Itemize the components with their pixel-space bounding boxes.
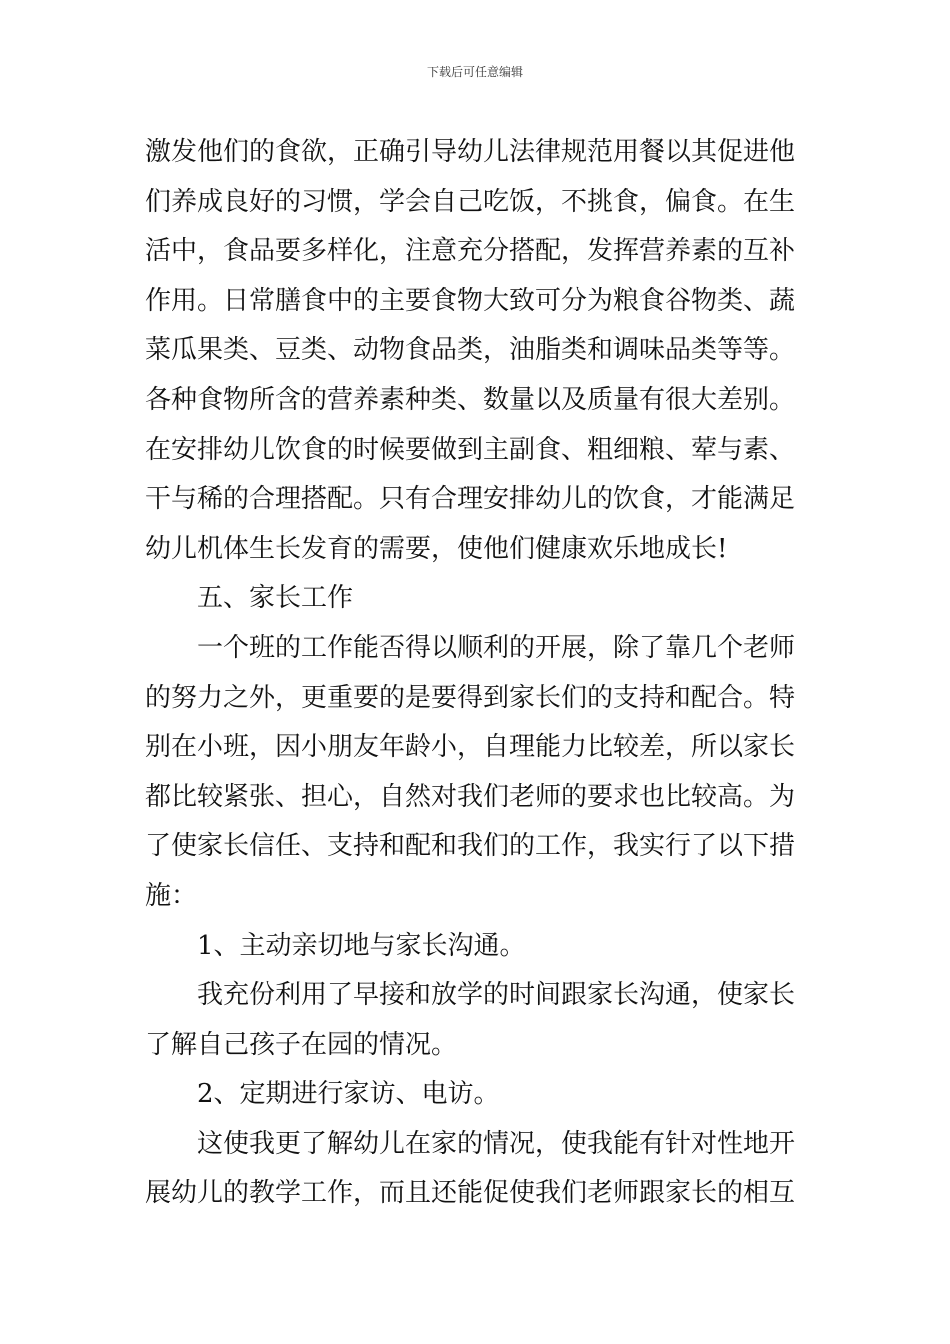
text-line: 了使家长信任、支持和配和我们的工作，我实行了以下措 <box>145 831 796 862</box>
text-line: 一个班的工作能否得以顺利的开展，除了靠几个老师 <box>197 632 796 663</box>
document-body <box>145 128 810 1219</box>
text-line: 激发他们的食欲，正确引导幼儿法律规范用餐以其促进他 <box>145 137 796 167</box>
text-line: 1、主动亲切地与家长沟通。 <box>197 930 526 961</box>
text-line: 菜瓜果类、豆类、动物食品类，油脂类和调味品类等等。 <box>145 335 796 366</box>
text-line: 作用。日常膳食中的主要食物大致可分为粮食谷物类、蔬 <box>145 285 796 316</box>
text-line: 2、定期进行家访、电访。 <box>197 1079 500 1110</box>
text-line: 都比较紧张、担心，自然对我们老师的要求也比较高。为 <box>145 781 796 812</box>
text-line: 展幼儿的教学工作，而且还能促使我们老师跟家长的相互 <box>145 1178 796 1209</box>
text-line: 干与稀的合理搭配。只有合理安排幼儿的饮食，才能满足 <box>145 484 796 515</box>
text-line: 这使我更了解幼儿在家的情况，使我能有针对性地开 <box>197 1128 796 1159</box>
text-line: 的努力之外，更重要的是要得到家长们的支持和配合。特 <box>145 682 796 713</box>
page-header: 下载后可任意编辑 <box>426 65 523 79</box>
text-line: 幼儿机体生长发育的需要，使他们健康欢乐地成长! <box>145 533 728 564</box>
text-line: 在安排幼儿饮食的时候要做到主副食、粗细粮、荤与素、 <box>145 434 796 465</box>
text-line: 我充份利用了早接和放学的时间跟家长沟通，使家长 <box>197 980 796 1011</box>
text-line: 五、家长工作 <box>197 583 354 614</box>
text-line: 们养成良好的习惯，学会自己吃饭，不挑食，偏食。在生 <box>145 186 796 217</box>
text-line: 施： <box>145 880 198 911</box>
text-line: 了解自己孩子在园的情况。 <box>145 1029 458 1060</box>
text-line: 活中，食品要多样化，注意充分搭配，发挥营养素的互补 <box>145 236 796 267</box>
text-line: 别在小班，因小朋友年龄小，自理能力比较差，所以家长 <box>145 732 796 763</box>
text-line: 各种食物所含的营养素种类、数量以及质量有很大差别。 <box>145 384 796 415</box>
